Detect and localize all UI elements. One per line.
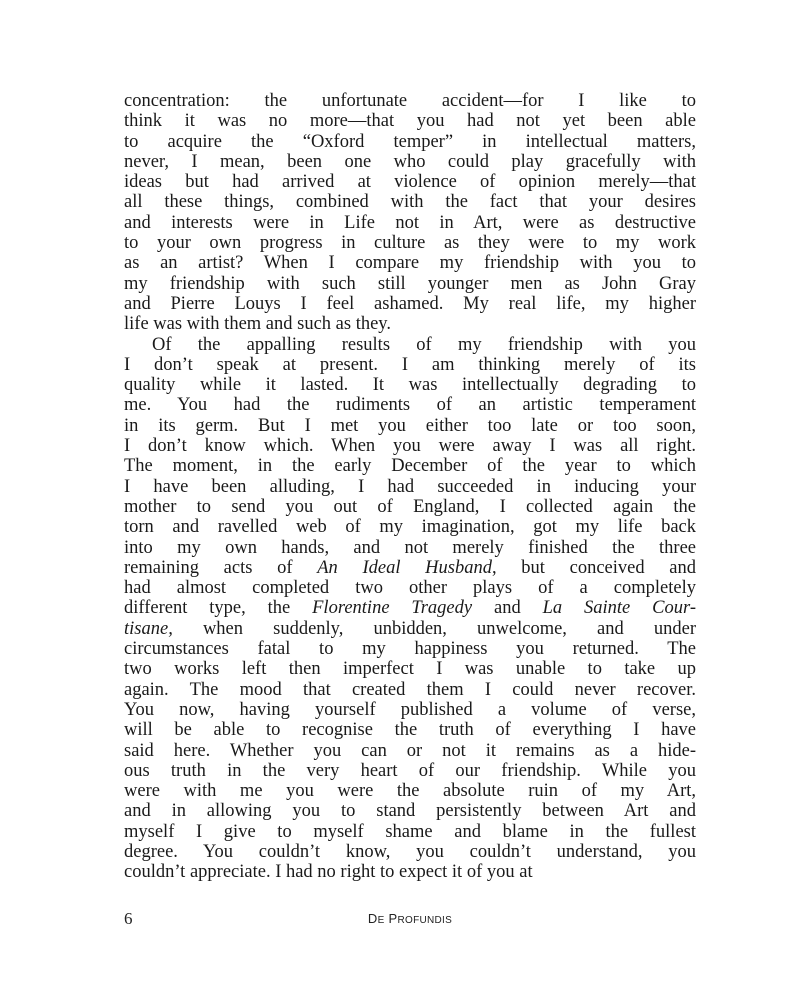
text-run: I don’t know which. When you were away I was all right. [124, 436, 696, 457]
text-run: I don’t speak at present. I am thinking merely of its [124, 354, 696, 375]
text-line [124, 111, 696, 131]
text-run: torn and ravelled web of my imagination, got my life back [124, 517, 696, 538]
text-line [124, 862, 696, 882]
text-run: to your own progress in culture as they were to my work [124, 233, 696, 254]
italic-title: La Sainte Cour- [542, 598, 696, 619]
running-head: DE PROFUNDIS [367, 911, 453, 926]
text-run: will be able to recognise the truth of everything I have [124, 720, 696, 741]
text-run: quality while it lasted. It was intellectually degrading to [124, 375, 696, 396]
text-line [124, 598, 696, 618]
text-run: couldn’t appreciate. I had no right to expect it of you at [124, 862, 533, 883]
text-line [124, 659, 696, 679]
text-line [124, 375, 696, 395]
text-line [124, 477, 696, 497]
page-footer [124, 909, 696, 931]
text-run: concentration: the unfortunate accident—for I like to [124, 91, 696, 111]
text-line [124, 639, 696, 659]
text-run: my friendship with such still younger men as John Gray [124, 273, 696, 294]
text-run: again. The mood that created them I could never recover. [124, 679, 696, 700]
text-line [124, 822, 696, 842]
italic-title: tisane, [124, 618, 173, 639]
text-run: had almost completed two other plays of a completely [124, 578, 696, 599]
text-line [124, 619, 696, 639]
text-line [124, 700, 696, 720]
text-line [124, 801, 696, 821]
text-line [124, 538, 696, 558]
text-run: I have been alluding, I had succeeded in inducing your [124, 476, 696, 497]
text-run: me. You had the rudiments of an artistic temperament [124, 395, 696, 416]
text-run: circumstances fatal to my happiness you returned. The [124, 639, 696, 660]
text-line [124, 558, 696, 578]
text-line [124, 842, 696, 862]
text-line [124, 213, 696, 233]
text-run: were with me you were the absolute ruin of my Art, [124, 781, 696, 802]
text-line [124, 233, 696, 253]
text-line [124, 395, 696, 415]
text-line [124, 314, 696, 334]
text-line [124, 253, 696, 273]
text-run: ideas but had arrived at violence of opinion merely—that [124, 172, 696, 193]
text-run: , but conceived and [491, 557, 696, 578]
text-run: into my own hands, and not merely finished the three [124, 537, 696, 558]
text-line [124, 152, 696, 172]
text-line [124, 294, 696, 314]
text-line [124, 456, 696, 476]
text-run: when suddenly, unbidden, unwelcome, and under [172, 618, 696, 639]
italic-title: Florentine Tragedy [312, 598, 473, 619]
text-line [124, 578, 696, 598]
text-run: as an artist? When I compare my friendship with you to [124, 253, 696, 274]
text-run: degree. You couldn’t know, you couldn’t understand, you [124, 841, 696, 862]
text-line [124, 741, 696, 761]
text-run: never, I mean, been one who could play gracefully with [124, 151, 696, 172]
text-line [124, 132, 696, 152]
text-run: think it was no more—that you had not yet been able [124, 111, 696, 132]
body-text [124, 91, 696, 883]
italic-title: An Ideal Husband [317, 557, 492, 578]
text-run: to acquire the “Oxford temper” in intellectual matters, [124, 131, 696, 152]
text-run: two works left then imperfect I was unable to take up [124, 659, 696, 680]
text-run: and interests were in Life not in Art, were as destructive [124, 212, 696, 233]
text-run: life was with them and such as they. [124, 314, 391, 335]
text-line [124, 192, 696, 212]
page-number: 6 [124, 909, 133, 928]
text-line [124, 91, 696, 111]
text-line [124, 355, 696, 375]
text-run: The moment, in the early December of the year to which [124, 456, 696, 477]
text-line [124, 517, 696, 537]
text-line [124, 416, 696, 436]
text-line [124, 720, 696, 740]
text-run: You now, having yourself published a volume of verse, [124, 699, 696, 720]
text-run: all these things, combined with the fact that your desires [124, 192, 696, 213]
text-run: Of the appalling results of my friendship with you [152, 334, 696, 355]
text-run: ous truth in the very heart of our friendship. While you [124, 760, 696, 781]
text-run: and Pierre Louys I feel ashamed. My real life, my higher [124, 293, 696, 314]
text-run: and in allowing you to stand persistently between Art and [124, 801, 696, 822]
text-line [124, 680, 696, 700]
text-run: remaining acts of [124, 557, 318, 578]
text-run: said here. Whether you can or not it remains as a hide- [124, 740, 696, 761]
text-run: myself I give to myself shame and blame in the fullest [124, 821, 696, 842]
text-line [124, 335, 696, 355]
text-run: different type, the [124, 598, 313, 619]
text-line [124, 781, 696, 801]
text-run: and [472, 598, 543, 619]
text-line [124, 761, 696, 781]
text-line [124, 172, 696, 192]
text-line [124, 436, 696, 456]
text-line [124, 274, 696, 294]
text-run: in its germ. But I met you either too late or too soon, [124, 415, 696, 436]
text-run: mother to send you out of England, I collected again the [124, 496, 696, 517]
text-line [124, 497, 696, 517]
